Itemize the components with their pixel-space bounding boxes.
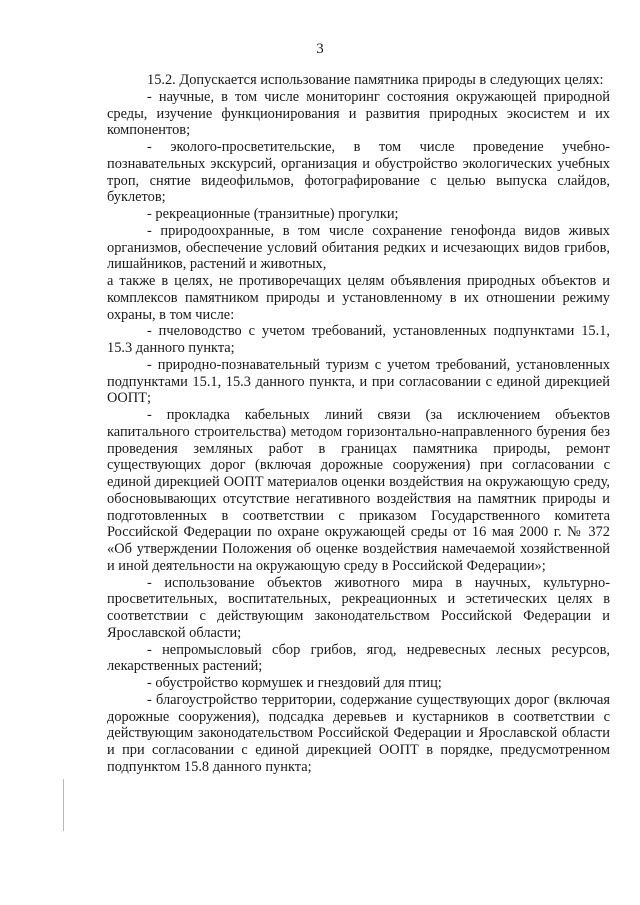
paragraph-15-2-intro: 15.2. Допускается использование памятника природы в следующих целях: <box>147 72 604 88</box>
list-item-scientific: - научные, в том числе мониторинг состояния окружающей природной среды, изучение функционирования и развития природных экосистем и их компонентов; <box>107 88 610 139</box>
list-item-nature-tourism: - природно-познавательный туризм с учетом требований, установленных подпунктами 15.1, 15.3 данного пункта, и при согласовании с единой дирекцией ООПТ; <box>107 356 610 407</box>
list-item-landscaping: - благоустройство территории, содержание существующих дорог (включая дорожные сооружения), подсадка деревьев и кустарников в соответствии с действующим законодательством Российской Федерации и Ярославской области и при согласовании с единой дирекцией ООПТ в порядке, предусмотренном подпунктом 15.8 данного пункта; <box>107 691 610 775</box>
list-item-nature-protection: - природоохранные, в том числе сохранение генофонда видов живых организмов, обеспечение условий обитания редких и исчезающих видов грибов, лишайников, растений и животных, <box>107 222 610 273</box>
scan-margin-mark <box>63 779 64 831</box>
document-body <box>107 72 610 776</box>
list-item-recreational: - рекреационные (транзитные) прогулки; <box>147 206 399 222</box>
list-item-eco-educational: - эколого-просветительские, в том числе проведение учебно-познавательных экскурсий, организация и обустройство экологических учебных троп, снятие видеофильмов, фотографирование с целью выпуска слайдов, буклетов; <box>107 139 610 206</box>
list-item-cable-lines: - прокладка кабельных линий связи (за исключением объектов капитального строительства) методом горизонтально-направленного бурения без проведения земляных работ в границах памятника природы, ремонт существующих дорог (включая дорожные сооружения) при согласовании с единой дирекцией ООПТ материалов оценки воздействия на окружающую среду, обосновывающих отсутствие негативного воздействия на памятник природы и подготовленных в соответствии с приказом Государственного комитета Российской Федерации по охране окружающей среды от 16 мая 2000 г. № 372 «Об утверждении Положения об оценке воздействия намечаемой хозяйственной и иной деятельности на окружающую среду в Российской Федерации»; <box>107 407 610 574</box>
list-item-bird-feeders: - обустройство кормушек и гнездовий для птиц; <box>147 675 442 691</box>
paragraph-also-purposes: а также в целях, не противоречащих целям объявления природных объектов и комплексов памятником природы и установленному в их отношении режиму охраны, в том числе: <box>107 273 610 323</box>
list-item-gathering: - непромысловый сбор грибов, ягод, недревесных лесных ресурсов, лекарственных растений; <box>107 641 610 675</box>
page-number: 3 <box>316 41 324 57</box>
list-item-wildlife-use: - использование объектов животного мира в научных, культурно-просветительных, воспитательных, рекреационных и эстетических целях в соответствии с действующим законодательством Российской Федерации и Ярославской области; <box>107 574 610 641</box>
list-item-beekeeping: - пчеловодство с учетом требований, установленных подпунктами 15.1, 15.3 данного пункта; <box>107 323 610 356</box>
